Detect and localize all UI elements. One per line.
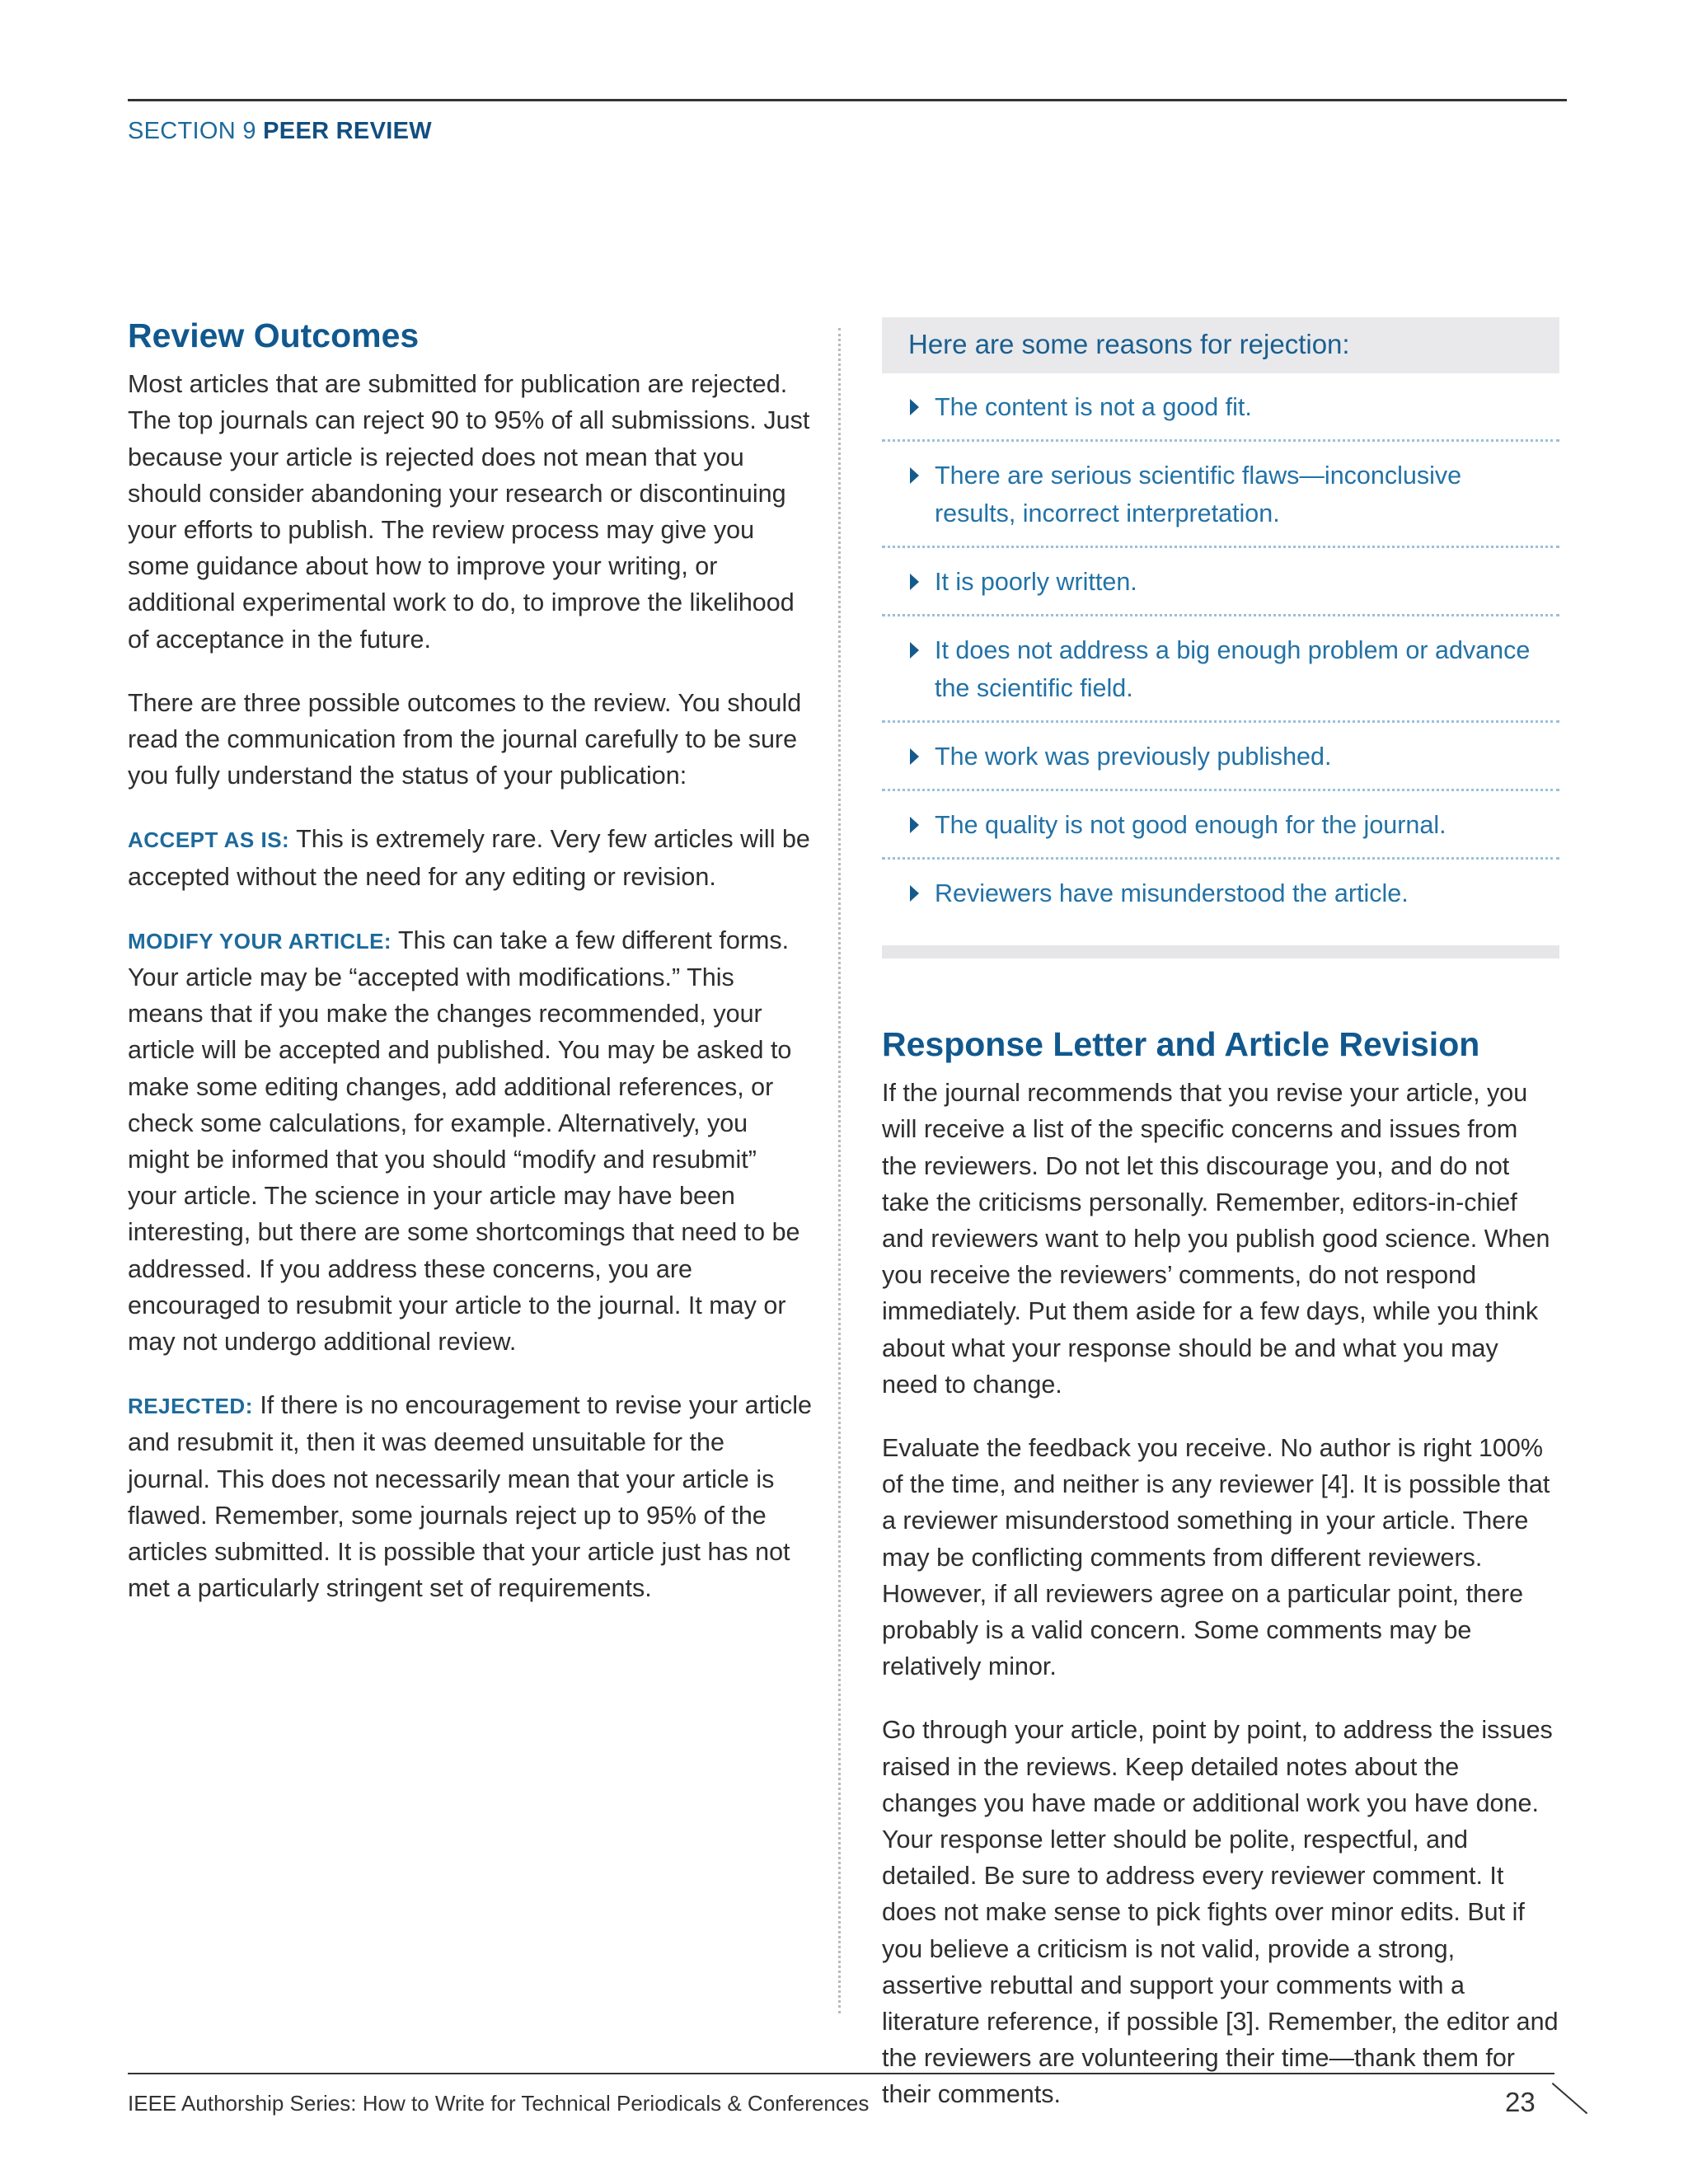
review-outcomes-heading: Review Outcomes (128, 316, 420, 354)
header-rule (128, 99, 1567, 101)
reason-text: Reviewers have misunderstood the article. (935, 879, 1409, 907)
reason-item (882, 791, 1559, 860)
right-column (882, 317, 1559, 2140)
intro-paragraph: Most articles that are submitted for publication are rejected. The top journals can reject 90 to 95% of all submissions. Just because your article is rejected does not mean that you should consider abandoning your research or discontinuing your efforts to publish. The review process may give you some guidance about how to improve your writing, or additional experimental work to do, to improve the likelihood of acceptance in the future. (128, 370, 810, 654)
triangle-bullet-icon (910, 642, 919, 658)
outcomes-intro-paragraph: There are three possible outcomes to the review. You should read the communication from the journal carefully to be sure you fully understand the status of your publication: (128, 688, 802, 790)
triangle-bullet-icon (910, 574, 919, 590)
page-number: 23 (1505, 2087, 1536, 2117)
reason-text: It does not address a big enough problem or advance the scientific field. (935, 636, 1531, 702)
reason-item (882, 723, 1559, 791)
triangle-bullet-icon (910, 748, 919, 765)
column-divider (838, 328, 841, 2013)
reason-text: The quality is not good enough for the journal. (935, 811, 1447, 839)
rejected-term: REJECTED: (128, 1394, 253, 1419)
modify-paragraph (128, 922, 812, 1360)
response-paragraph-2: Evaluate the feedback you receive. No author is right 100% of the time, and neither is any reviewer [4]. It is possible that a reviewer misunderstood something in your article. There may be conflicting comments from different reviewers. However, if all reviewers agree on a particular point, there probably is a valid concern. Some comments may be relatively minor. (882, 1433, 1550, 1681)
triangle-bullet-icon (910, 399, 919, 415)
rejection-reasons-box (882, 317, 1559, 958)
response-paragraph-1: If the journal recommends that you revise your article, you will receive a list of the specific concerns and issues from the reviewers. Do not let this discourage you, and do not take the criticisms personally. Remember, editors-in-chief and reviewers want to help you publish good science. When you receive the reviewers’ comments, do not respond immediately. Put them aside for a few days, while you think about what your response should be and what you may need to change. (882, 1079, 1550, 1399)
reasons-list (882, 373, 1559, 932)
triangle-bullet-icon (910, 817, 919, 833)
triangle-bullet-icon (910, 467, 919, 484)
modify-text: This can take a few different forms. Your article may be “accepted with modifications.” This means that if you make the changes recommended, your article will be accepted and published. You may be asked to make some editing changes, add additional references, or check some calculations, for example. Alternatively, you might be informed that you should “modify and resubmit” your article. The science in your article may have been interesting, but there are some shortcomings that need to be addressed. If you address these concerns, you are encouraged to resubmit your article to the journal. It may or may not undergo additional review. (128, 926, 800, 1356)
response-letter-heading: Response Letter and Article Revision (882, 1025, 1480, 1063)
reason-item (882, 442, 1559, 548)
reason-item (882, 616, 1559, 723)
triangle-bullet-icon (910, 885, 919, 902)
reason-text: There are serious scientific flaws—inconclusive results, incorrect interpretation. (935, 462, 1462, 527)
reason-text: The content is not a good fit. (935, 393, 1252, 421)
response-paragraph-3: Go through your article, point by point, to address the issues raised in the reviews. Keep detailed notes about the changes you have made or additional work you have done. Your response letter should be polite, respectful, and detailed. Be sure to address every reviewer comment. It does not make sense to pick fights over minor edits. But if you believe a criticism is not valid, provide a strong, assertive rebuttal and support your comments with a literature reference, if possible [3]. Remember, the editor and the reviewers are volunteering their time—thank them for their comments. (882, 1716, 1559, 2109)
reason-item (882, 373, 1559, 442)
accept-text: This is extremely rare. Very few articles will be accepted without the need for any editing or revision. (128, 825, 810, 891)
rejected-paragraph (128, 1387, 812, 1606)
left-column (128, 317, 812, 1633)
reason-text: It is poorly written. (935, 568, 1137, 596)
reason-item (882, 548, 1559, 616)
section-prefix: SECTION 9 (128, 118, 256, 144)
accept-term: ACCEPT AS IS: (128, 827, 290, 853)
reason-text: The work was previously published. (935, 743, 1332, 771)
rejected-text: If there is no encouragement to revise your article and resubmit it, then it was deemed unsuitable for the journal. This does not necessarily mean that your article is flawed. Remember, some journals reject up to 95% of the articles submitted. It is possible that your article just has not met a particularly stringent set of requirements. (128, 1391, 812, 1603)
modify-term: MODIFY YOUR ARTICLE: (128, 928, 392, 954)
reasons-heading: Here are some reasons for rejection: (882, 317, 1559, 373)
section-label (128, 118, 432, 145)
footer-rule (128, 2073, 1554, 2074)
section-title: PEER REVIEW (263, 118, 432, 144)
accept-paragraph (128, 821, 812, 894)
reasons-box-bottom-bar (882, 945, 1559, 958)
reason-item (882, 860, 1559, 932)
footer-series-title: IEEE Authorship Series: How to Write for Technical Periodicals & Conferences (128, 2091, 870, 2116)
